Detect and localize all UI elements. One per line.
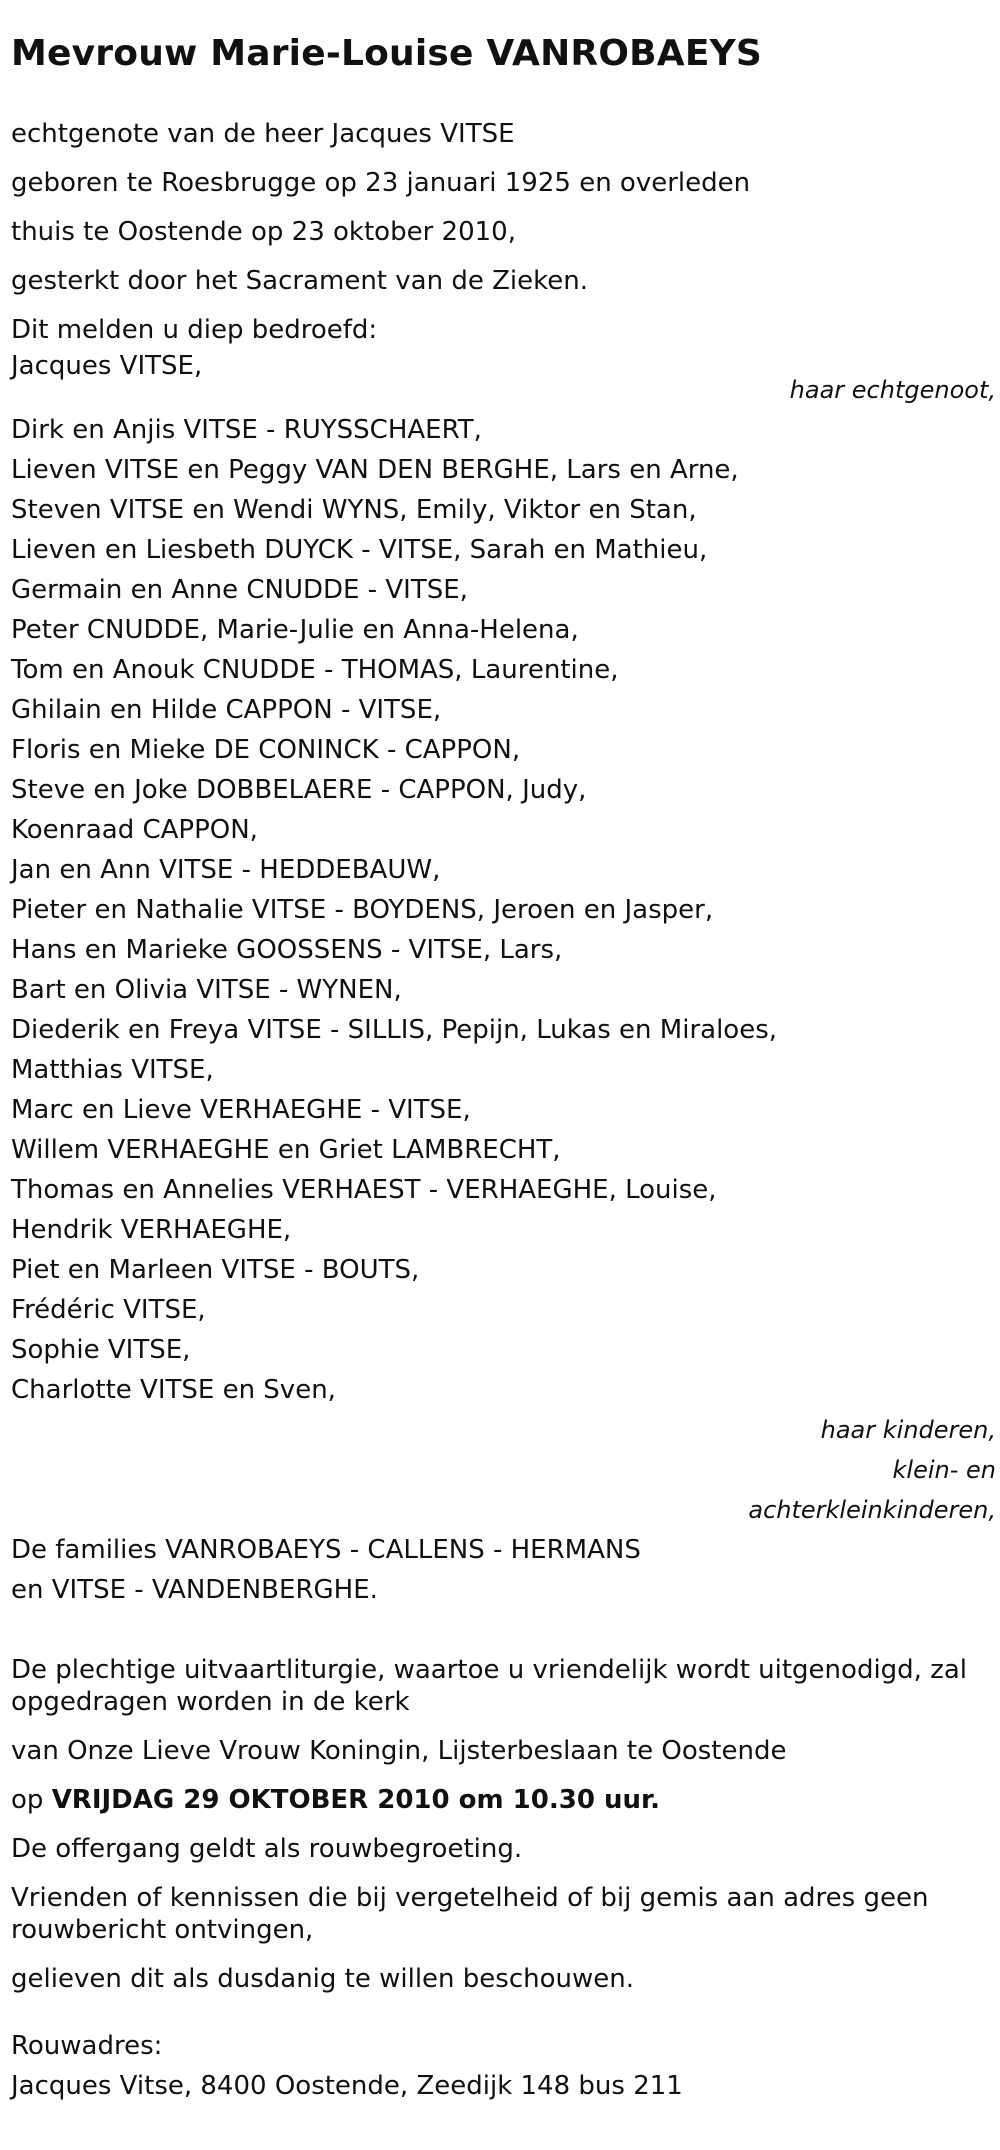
family-member-line: Charlotte VITSE en Sven,: [11, 1375, 336, 1405]
family-member-line: Floris en Mieke DE CONINCK - CAPPON,: [11, 735, 521, 765]
intro-line: thuis te Oostende op 23 oktober 2010,: [11, 217, 516, 247]
family-role-line: achterkleinkinderen,: [748, 1496, 996, 1524]
family-member-line: Tom en Anouk CNUDDE - THOMAS, Laurentine,: [11, 655, 619, 685]
family-role: [11, 1410, 996, 1530]
family-member-line: Hans en Marieke GOOSSENS - VITSE, Lars,: [11, 935, 563, 965]
family-member-line: Diederik en Freya VITSE - SILLIS, Pepijn, Lukas en Miraloes,: [11, 1015, 778, 1045]
family-member-line: Thomas en Annelies VERHAEST - VERHAEGHE, Louise,: [11, 1175, 717, 1205]
family-member-line: Marc en Lieve VERHAEGHE - VITSE,: [11, 1095, 471, 1125]
families-line: en VITSE - VANDENBERGHE.: [11, 1575, 378, 1605]
spouse-name: Jacques VITSE,: [11, 351, 203, 381]
missed-notice: Vrienden of kennissen die bij vergetelheid of bij gemis aan adres geen rouwbericht ontvingen,: [11, 1883, 929, 1945]
address-label: Rouwadres:: [11, 2031, 163, 2061]
families-line: De families VANROBAEYS - CALLENS - HERMANS: [11, 1535, 641, 1565]
family-member-line: Koenraad CAPPON,: [11, 815, 258, 845]
offering-note: De offergang geldt als rouwbegroeting.: [11, 1834, 523, 1864]
family-member-line: Hendrik VERHAEGHE,: [11, 1215, 292, 1245]
family-list: [11, 410, 1000, 1410]
family-member-line: Jan en Ann VITSE - HEDDEBAUW,: [11, 855, 441, 885]
family-member-line: Piet en Marleen VITSE - BOUTS,: [11, 1255, 420, 1285]
announcement: Dit melden u diep bedroefd:: [11, 315, 378, 345]
ceremony-date-value: VRIJDAG 29 OKTOBER 2010 om 10.30 uur.: [51, 1785, 660, 1815]
family-member-line: Germain en Anne CNUDDE - VITSE,: [11, 575, 468, 605]
family-member-line: Lieven en Liesbeth DUYCK - VITSE, Sarah en Mathieu,: [11, 535, 708, 565]
consider-note: gelieven dit als dusdanig te willen beschouwen.: [11, 1964, 634, 1994]
family-member-line: Willem VERHAEGHE en Griet LAMBRECHT,: [11, 1135, 561, 1165]
family-member-line: Pieter en Nathalie VITSE - BOYDENS, Jeroen en Jasper,: [11, 895, 714, 925]
ceremony-date: [11, 1784, 996, 1816]
page-title: Mevrouw Marie-Louise VANROBAEYS: [11, 33, 763, 74]
family-member-line: Steven VITSE en Wendi WYNS, Emily, Viktor en Stan,: [11, 495, 697, 525]
family-role-line: haar kinderen,: [820, 1416, 996, 1444]
ceremony-church: van Onze Lieve Vrouw Koningin, Lijsterbeslaan te Oostende: [11, 1736, 787, 1766]
spouse-role: haar echtgenoot,: [789, 376, 996, 404]
family-member-line: Dirk en Anjis VITSE - RUYSSCHAERT,: [11, 415, 482, 445]
ceremony-date-prefix: op: [11, 1785, 52, 1815]
address-value: Jacques Vitse, 8400 Oostende, Zeedijk 148 bus 211: [11, 2071, 683, 2101]
family-member-line: Sophie VITSE,: [11, 1335, 191, 1365]
intro-line: echtgenote van de heer Jacques VITSE: [11, 119, 515, 149]
family-member-line: Steve en Joke DOBBELAERE - CAPPON, Judy,: [11, 775, 587, 805]
family-member-line: Frédéric VITSE,: [11, 1295, 206, 1325]
family-member-line: Ghilain en Hilde CAPPON - VITSE,: [11, 695, 442, 725]
family-member-line: Peter CNUDDE, Marie-Julie en Anna-Helena,: [11, 615, 579, 645]
ceremony-text: De plechtige uitvaartliturgie, waartoe u vriendelijk wordt uitgenodigd, zal opgedragen worden in de kerk: [11, 1655, 968, 1717]
family-member-line: Matthias VITSE,: [11, 1055, 214, 1085]
intro-line: gesterkt door het Sacrament van de Zieken.: [11, 266, 588, 296]
family-member-line: Bart en Olivia VITSE - WYNEN,: [11, 975, 402, 1005]
family-member-line: Lieven VITSE en Peggy VAN DEN BERGHE, Lars en Arne,: [11, 455, 739, 485]
family-role-line: klein- en: [892, 1456, 996, 1484]
intro-line: geboren te Roesbrugge op 23 januari 1925 en overleden: [11, 168, 751, 198]
